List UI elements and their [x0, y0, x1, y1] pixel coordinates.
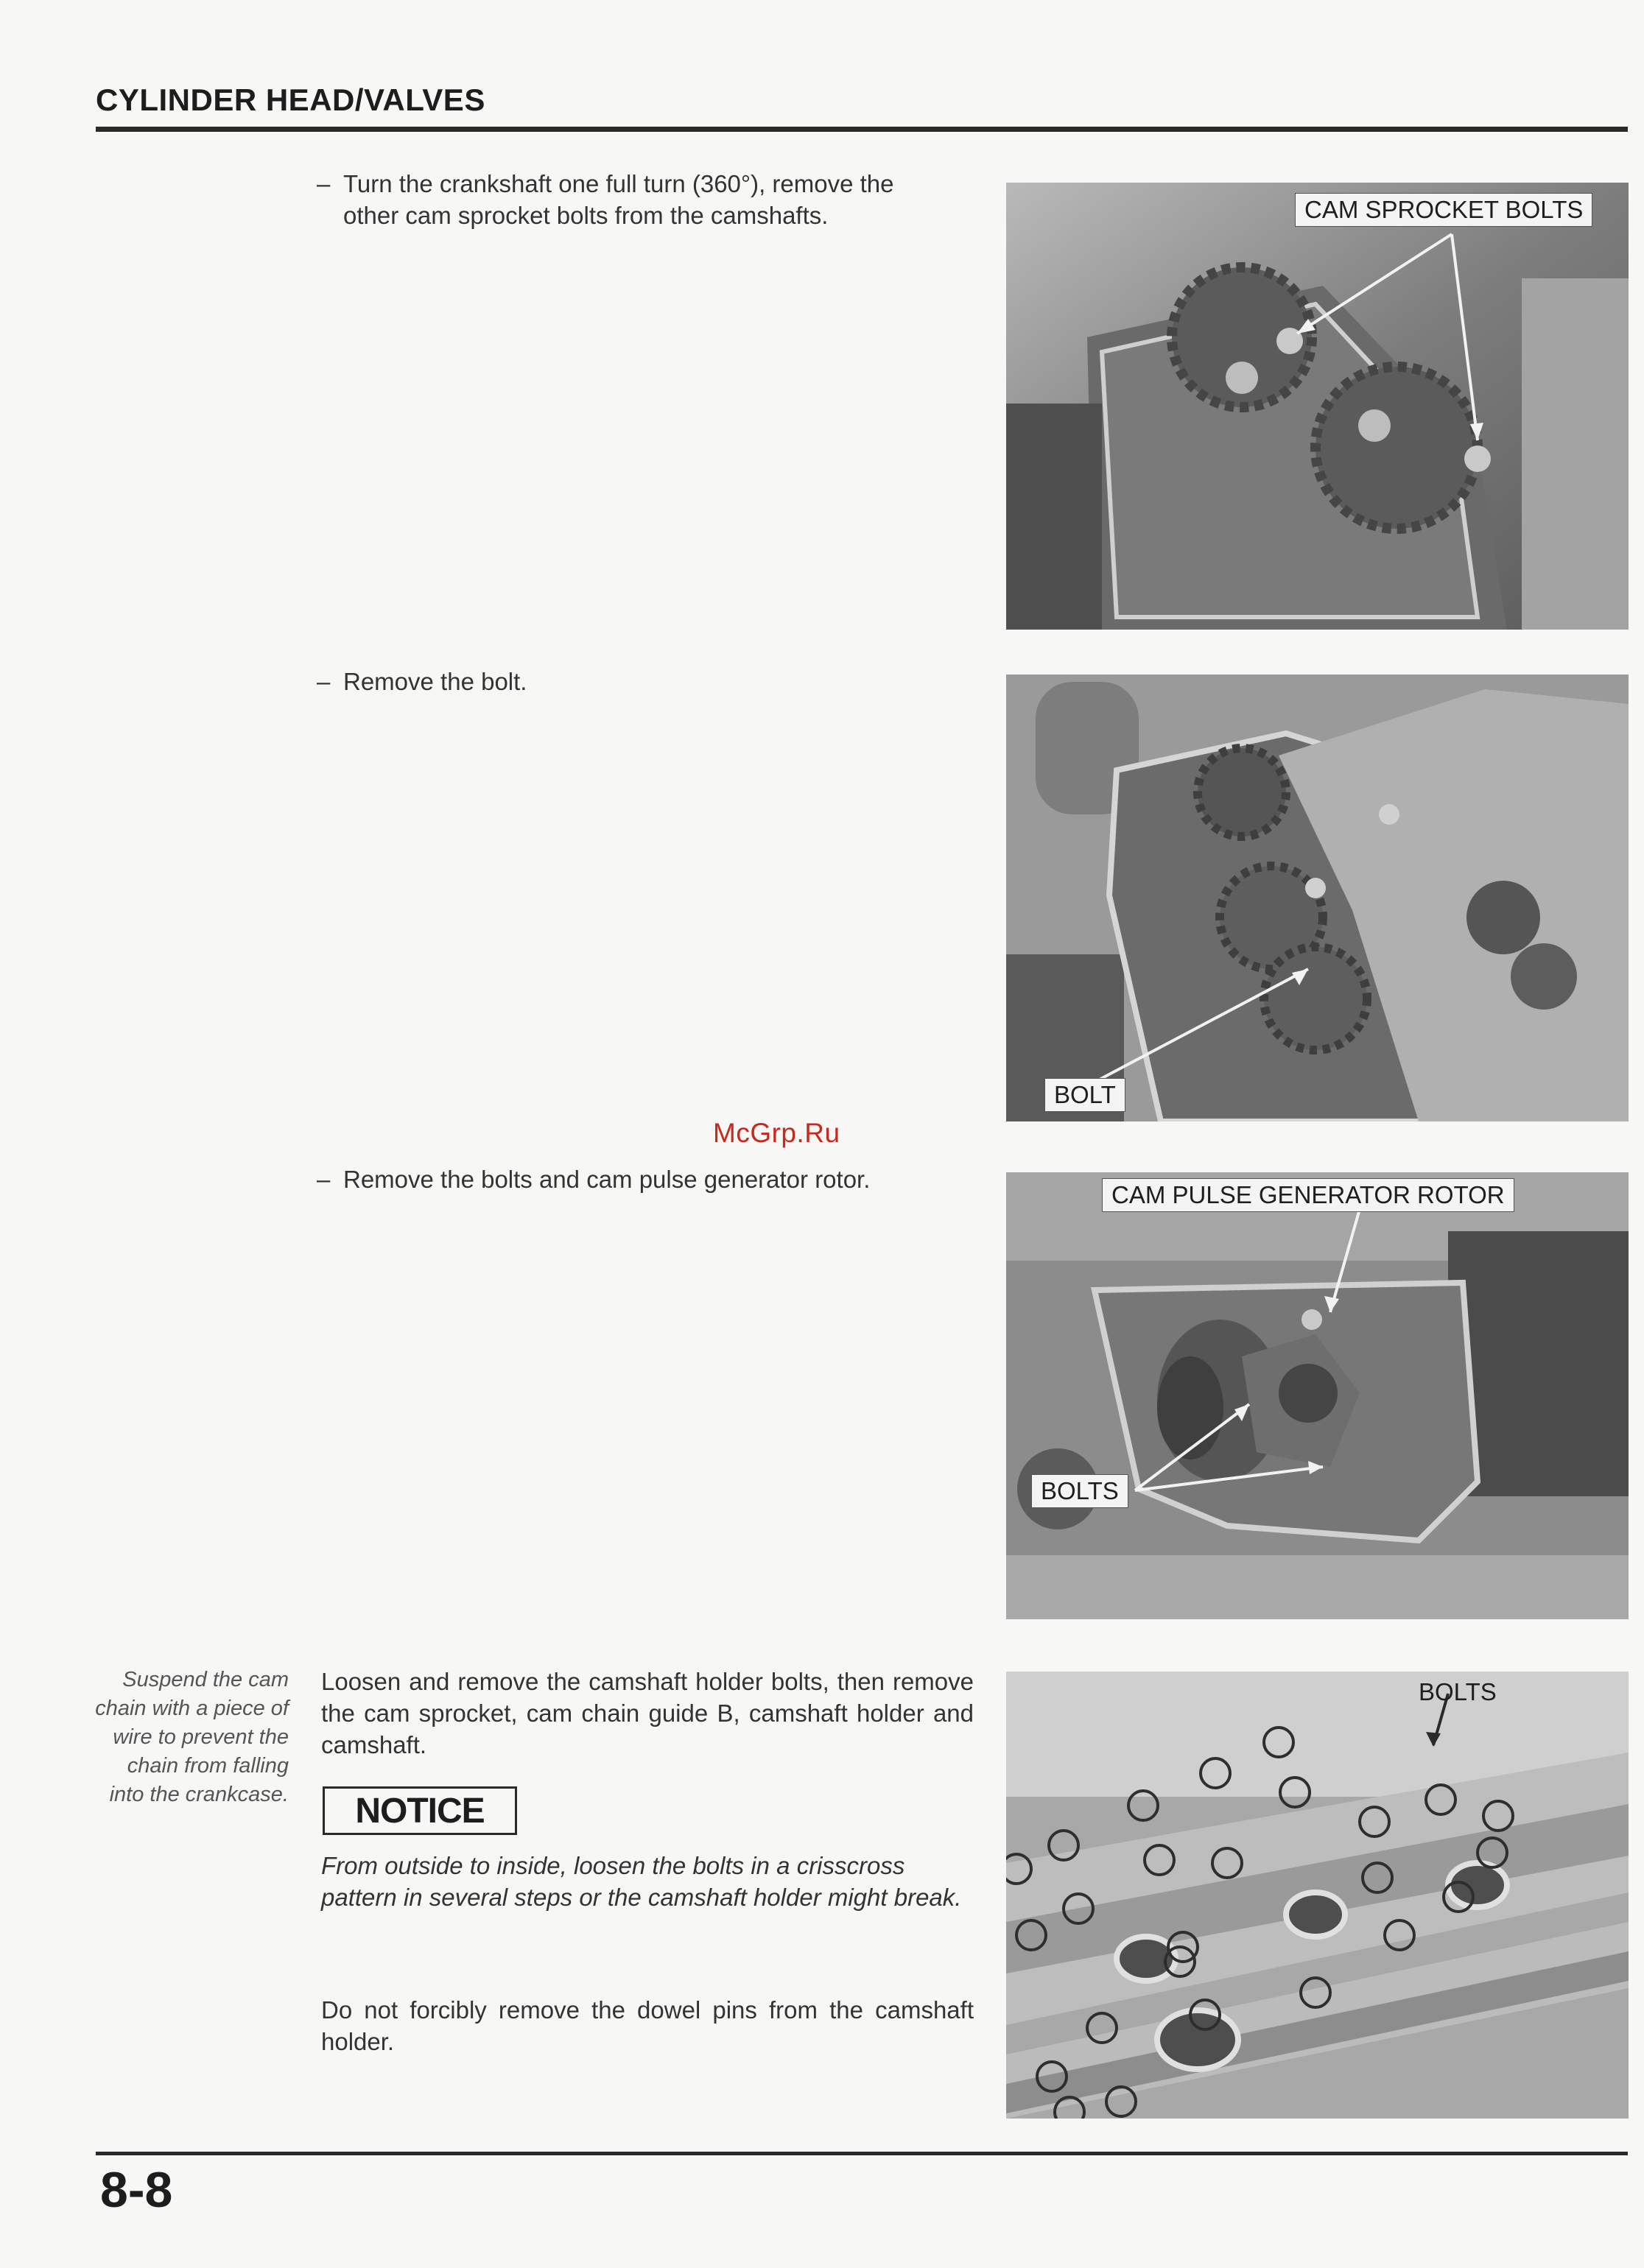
figure-camshaft-holder-bolts	[1006, 1672, 1629, 2119]
notice-text: From outside to inside, loosen the bolts in a crisscross pattern in several steps or the camshaft holder might break.	[321, 1852, 962, 1911]
engine-photo-1	[1006, 183, 1629, 630]
step-1-dash: –	[317, 170, 331, 197]
step-3-line-1: Remove the bolts and cam pulse generator rotor.	[343, 1166, 871, 1193]
step-1-line-2: other cam sprocket bolts from the camshafts.	[343, 202, 829, 229]
step-3-dash: –	[317, 1166, 331, 1193]
engine-photo-4	[1006, 1672, 1629, 2119]
step-1-line-1: Turn the crankshaft one full turn (360°), remove the	[343, 170, 894, 197]
label-cam-sprocket-bolts: CAM SPROCKET BOLTS	[1295, 193, 1592, 227]
dowel-pin-text: Do not forcibly remove the dowel pins from the camshaft holder.	[321, 1996, 974, 2055]
header-rule	[96, 127, 1628, 132]
label-bolts-rotor: BOLTS	[1031, 1474, 1128, 1508]
page-number: 8-8	[100, 2162, 173, 2218]
step-2-dash: –	[317, 668, 331, 695]
footer-rule	[96, 2152, 1628, 2155]
step-2-text	[317, 666, 1006, 697]
figure-cam-pulse-generator-rotor	[1006, 1172, 1629, 1619]
watermark-text: McGrp.Ru	[713, 1118, 840, 1148]
engine-photo-2	[1006, 675, 1629, 1121]
step-1-text	[317, 168, 1006, 231]
label-bolts-camshaft-holder: BOLTS	[1419, 1678, 1497, 1705]
notice-label: NOTICE	[323, 1786, 517, 1835]
engine-photo-3	[1006, 1172, 1629, 1619]
figure-cam-sprocket-bolts	[1006, 183, 1629, 630]
label-cam-pulse-generator-rotor: CAM PULSE GENERATOR ROTOR	[1102, 1178, 1514, 1212]
camshaft-removal-text: Loosen and remove the camshaft holder bolts, then remove the cam sprocket, cam chain guide B, camshaft holder and camshaft.	[321, 1668, 974, 1758]
step-3-text	[317, 1163, 1006, 1195]
step-2-line-1: Remove the bolt.	[343, 668, 527, 695]
side-note: Suspend the cam chain with a piece of wire to prevent the chain from falling into the crankcase.	[95, 1668, 289, 1806]
page-header-title: CYLINDER HEAD/VALVES	[96, 82, 485, 117]
figure-bolt	[1006, 675, 1629, 1121]
label-bolt: BOLT	[1044, 1078, 1125, 1112]
